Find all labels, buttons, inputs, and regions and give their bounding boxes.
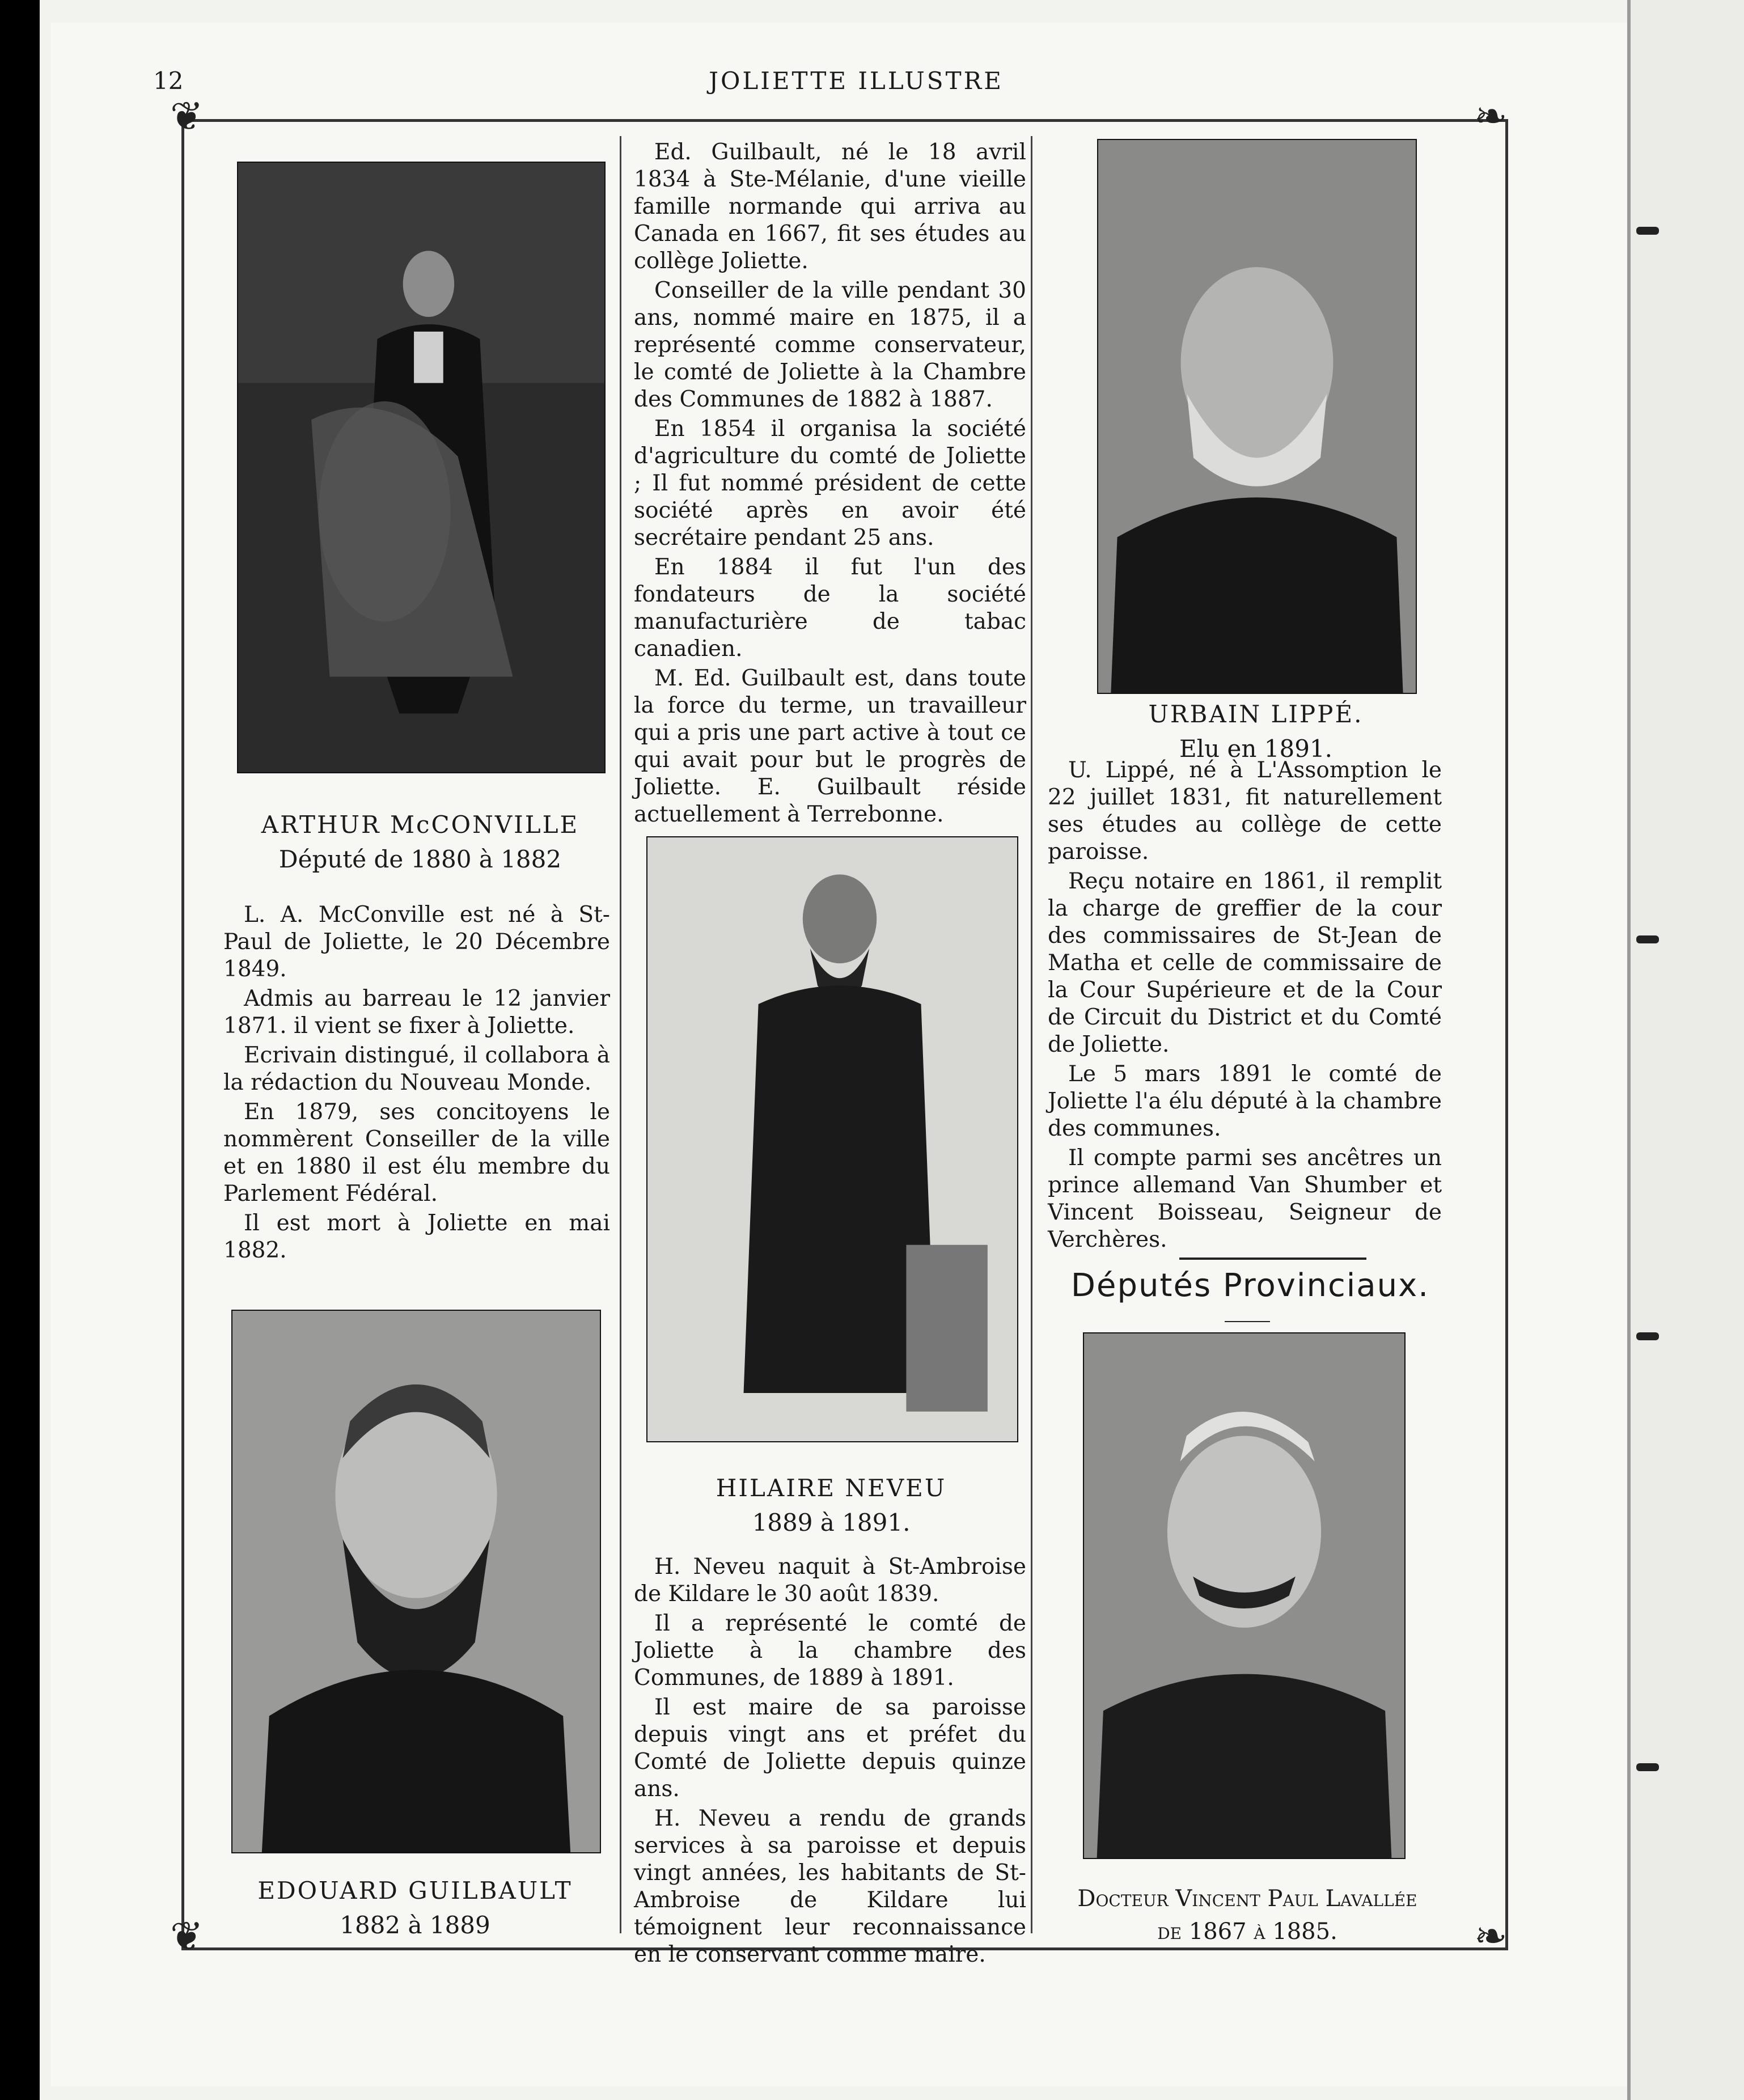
person-name: HILAIRE NEVEU	[716, 1474, 947, 1502]
portrait-caption	[1043, 1882, 1451, 1948]
biography-mcconville	[223, 901, 610, 1267]
term-dates: Elu en 1891.	[1179, 734, 1332, 763]
portrait-photo-vincent-paul-lavallee	[1083, 1332, 1406, 1859]
portrait-photo-hilaire-neveu	[646, 836, 1018, 1442]
paragraph: L. A. McConville est né à St-Paul de Joliette, le 20 Décembre 1849.	[223, 902, 610, 982]
term-dates: de 1867 à 1885.	[1157, 1919, 1337, 1945]
section-divider	[1179, 1258, 1366, 1260]
paragraph: M. Ed. Guilbault est, dans toute la force du terme, un travailleur qui a pris une part active à tout ce qui avait pour but le progrès de Joliette. E. Guilbault réside actuellement à Terrebonne.	[634, 666, 1026, 827]
paragraph: Il est mort à Joliette en mai 1882.	[223, 1210, 610, 1263]
paragraph: H. Neveu naquit à St-Ambroise de Kildare le 30 août 1839.	[634, 1554, 1026, 1607]
paragraph: Ecrivain distingué, il collabora à la rédaction du Nouveau Monde.	[223, 1043, 610, 1095]
paragraph: U. Lippé, né à L'Assomption le 22 juillet 1831, fit naturellement ses études au collège de cette paroisse.	[1048, 757, 1442, 865]
section-heading: Députés Provinciaux.	[1070, 1267, 1430, 1304]
corner-ornament-icon: ❦	[170, 93, 204, 139]
person-name: Docteur Vincent Paul Lavallée	[1077, 1886, 1417, 1912]
section-divider	[1225, 1321, 1270, 1322]
term-dates: 1889 à 1891.	[752, 1508, 911, 1536]
term-dates: 1882 à 1889	[340, 1911, 490, 1939]
column-rule	[620, 136, 621, 1933]
term-dates: Député de 1880 à 1882	[278, 845, 562, 873]
paragraph: Le 5 mars 1891 le comté de Joliette l'a élu député à la chambre des communes.	[1048, 1061, 1442, 1141]
corner-ornament-icon: ❧	[1474, 93, 1508, 139]
biography-edouard-guilbault	[634, 139, 1026, 831]
portrait-caption	[231, 1874, 599, 1943]
paragraph: Reçu notaire en 1861, il remplit la charge de greffier de la cour des commissaires de St-Jean de Matha et celle de commissaire de la Cour Supérieure et de la Cour de Circuit du District et du Comté de Joliette.	[1048, 869, 1442, 1057]
corner-ornament-icon: ❧	[1474, 1913, 1508, 1959]
paragraph: Il compte parmi ses ancêtres un prince allemand Van Shumber et Vincent Boisseau, Seigneur de Verchères.	[1048, 1145, 1442, 1252]
person-name: EDOUARD GUILBAULT	[257, 1877, 573, 1904]
portrait-photo-urbain-lippe	[1097, 139, 1417, 694]
portrait-caption	[1097, 697, 1415, 767]
column-rule	[1031, 136, 1032, 1933]
paragraph: Admis au barreau le 12 janvier 1871. il vient se fixer à Joliette.	[223, 986, 610, 1039]
biography-hilaire-neveu	[634, 1553, 1026, 1971]
portrait-caption	[237, 808, 603, 877]
page-number: 12	[153, 67, 184, 95]
paragraph: En 1854 il organisa la société d'agriculture du comté de Joliette ; Il fut nommé président de cette société après en avoir été secrétaire pendant 25 ans.	[634, 416, 1026, 551]
paragraph: Conseiller de la ville pendant 30 ans, nommé maire en 1875, il a représenté comme conservateur, le comté de Joliette à la Chambre des Communes de 1882 à 1887.	[634, 278, 1026, 412]
paragraph: En 1879, ses concitoyens le nommèrent Conseiller de la ville et en 1880 il est élu membre du Parlement Fédéral.	[223, 1099, 610, 1206]
paragraph: H. Neveu a rendu de grands services à sa paroisse et depuis vingt années, les habitants de St-Ambroise de Kildare lui témoignent leur reconnaissance en le conservant comme maire.	[634, 1806, 1026, 1967]
corner-ornament-icon: ❦	[170, 1913, 204, 1959]
next-page-edge	[1627, 0, 1744, 2100]
paragraph: Il est maire de sa paroisse depuis vingt ans et préfet du Comté de Joliette depuis quinze ans.	[634, 1695, 1026, 1802]
running-title: JOLIETTE ILLUSTRE	[709, 67, 1004, 95]
portrait-caption	[646, 1471, 1016, 1540]
biography-urbain-lippe	[1048, 757, 1442, 1256]
portrait-photo-edouard-guilbault	[231, 1310, 601, 1853]
person-name: URBAIN LIPPÉ.	[1148, 700, 1364, 728]
paragraph: En 1884 il fut l'un des fondateurs de la société manufacturière de tabac canadien.	[634, 554, 1026, 662]
paragraph: Il a représenté le comté de Joliette à la chambre des Communes, de 1889 à 1891.	[634, 1611, 1026, 1691]
person-name: ARTHUR McCONVILLE	[261, 811, 579, 839]
paragraph: Ed. Guilbault, né le 18 avril 1834 à Ste-Mélanie, d'une vieille famille normande qui arriva au Canada en 1667, fit ses études au collège Joliette.	[634, 139, 1026, 274]
portrait-photo-mcconville	[237, 162, 606, 773]
